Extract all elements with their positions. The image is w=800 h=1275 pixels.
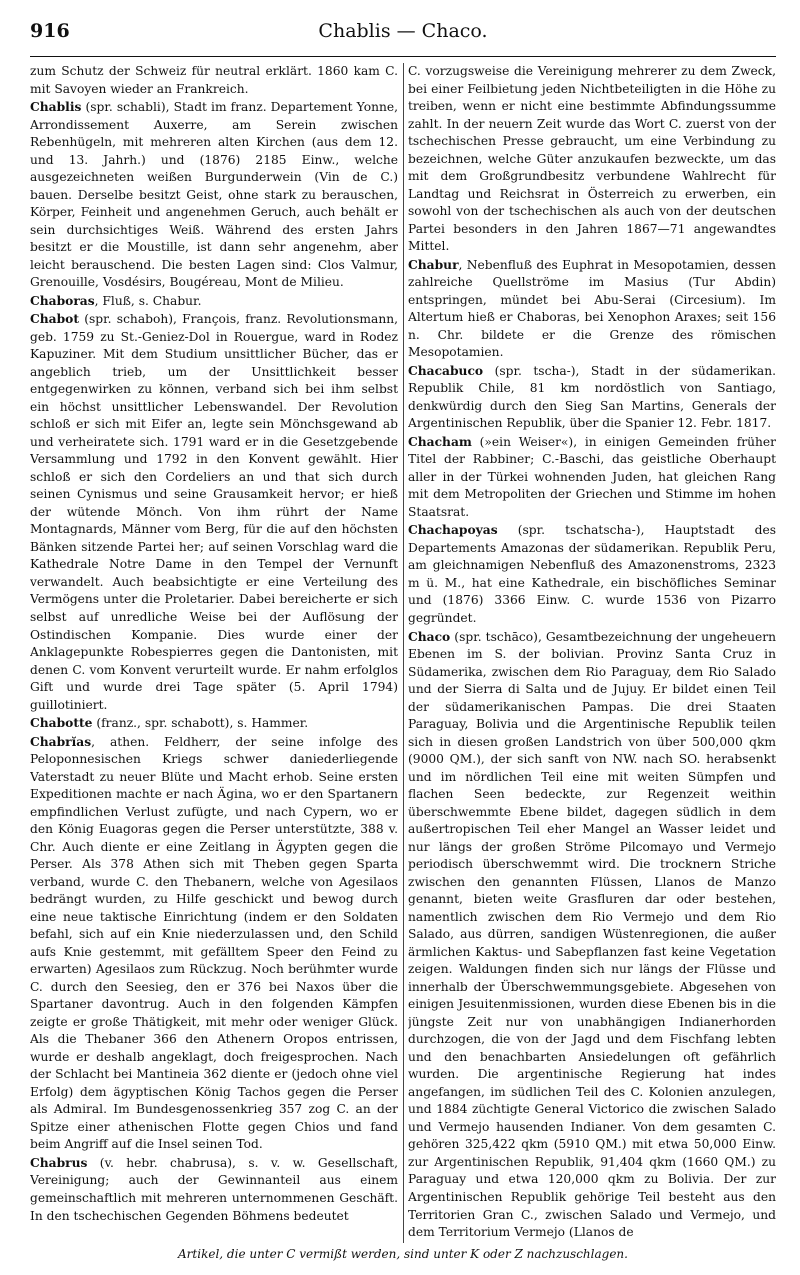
entry-headword: Chabur — [408, 256, 459, 272]
entry-paragraph — [408, 433, 776, 522]
entry-headword: Chacabuco — [408, 362, 484, 378]
entry-text: (v. hebr. chabrusa), s. v. w. Gesellschaft, Vereinigung; auch der Gewinnanteil aus einem gemeinschaftlich mit mehreren unternommenen Geschäft. In den tschechischen Gegenden Böhmens bedeutet — [30, 1155, 398, 1223]
entry-text: , Nebenfluß des Euphrat in Mesopotamien, dessen zahlreiche Quellströme im Masius (Tur Abdin) entspringen, mündet bei Abu-Serai (Circesium). Im Altertum hieß er Chaboras, bei Xenophon Araxes; seit 156 n. Chr. bildete er die Grenze des römischen Mesopotamien. — [408, 257, 776, 360]
entry-paragraph — [408, 362, 776, 433]
entry-paragraph — [30, 63, 398, 98]
entry-headword: Chaboras — [30, 292, 95, 308]
entry-headword: Chabrus — [30, 1154, 88, 1170]
entry-text: (»ein Weiser«), in einigen Gemeinden früher Titel der Rabbiner; C.-Baschi, das geistliche Oberhaupt aller in der Türkei wohnenden Juden, hat gleichen Rang mit dem Metropoliten der Griechen und Stimme im hohen Staatsrat. — [408, 434, 776, 519]
entry-paragraph — [408, 521, 776, 627]
entry-headword: Chablis — [30, 99, 82, 115]
right-column — [408, 63, 776, 1241]
entry-text: zum Schutz der Schweiz für neutral erklärt. 1860 kam C. mit Savoyen wieder an Frankreich. — [30, 64, 398, 96]
entry-text: (spr. tschāco), Gesamtbezeichnung der ungeheuern Ebenen im S. der bolivian. Provinz Santa Cruz in Südamerika, zwischen dem Rio Paraguay, dem Rio Salado und der Sierra di Salta und de Jujuy. Er bildet einen Teil der südamerikanischen Pampas. Die drei Staaten Paraguay, Bolivia und die Argentinische Republik teilen sich in diesen großen Landstrich von über 500,000 qkm (9000 QM.), der sich sanft von NW. nach SO. herabsenkt und im nördlichen Teil eine mit weiten Sümpfen und flachen Seen bedeckte, zur Regenzeit weithin überschwemmte Ebene bildet, dagegen südlich in dem außertropischen Teil eher Mangel an Wasser leidet und nur längs der großen Ströme Pilcomayo und Vermejo periodisch überschwemmt wird. Die trocknern Striche zwischen den genannten Flüssen, Llanos de Manzo genannt, bieten weite Grasfluren dar oder bestehen, namentlich zwischen dem Rio Vermejo und dem Rio Salado, aus dürren, sandigen Wüstenregionen, die außer ärmlichen Kaktus- und Sabepflanzen fast keine Vegetation zeigen. Waldungen finden sich nur längs der Flüsse und innerhalb der Überschwemmungsgebiete. Abgesehen von einigen Jesuitenmissionen, wurden diese Ebenen bis in die jüngste Zeit nur von unabhängigen Indianerhorden durchzogen, die von der Jagd und dem Fischfang lebten und den benachbarten Ansiedelungen oft gefährlich wurden. Die argentinische Regierung hat indes angefangen, im südlichen Teil des C. Kolonien anzulegen, und 1884 züchtigte General Victorico die zwischen Salado und Vermejo hausenden Indianer. Von dem gesamten C. gehören 325,422 qkm (5910 QM.) mit etwa 50,000 Einw. zur Argentinischen Republik, 91,404 qkm (1660 QM.) zu Paraguay und etwa 120,000 qkm zu Bolivia. Der zur Argentinischen Republik gehörige Teil besteht aus den Territorien Gran C., zwischen Salado und Vermejo, und dem Territorium Vermejo (Llanos de — [408, 629, 776, 1240]
entry-headword: Chabot — [30, 311, 79, 327]
entry-headword: Chabrĭas — [30, 733, 92, 749]
entry-text: (spr. tschatscha-), Hauptstadt des Departements Amazonas der südamerikan. Republik Peru, am gleichnamigen Nebenfluß des Amazonenstroms, 2323 m ü. M., hat eine Kathedrale, ein bischöfliches Seminar und (1876) 3366 Einw. C. wurde 1536 von Pizarro gegründet. — [408, 523, 776, 625]
entry-paragraph — [408, 628, 776, 1242]
entry-text: (spr. schabli), Stadt im franz. Departement Yonne, Arrondissement Auxerre, am Serein zwischen Rebenhügeln, mit mehreren alten Kirchen (aus dem 12. und 13. Jahrh.) und (1876) 2185 Einw., welche ausgezeichneten weißen Burgunderwein (Vin de C.) bauen. Derselbe besitzt Geist, ohne stark zu berauschen, Körper, Feinheit und angenehmen Geruch, auch behält er sein durchsichtiges Weiß. Während des ersten Jahrs besitzt er die Moustille, ist dann sehr angenehm, aber leicht berauschend. Die besten Lagen sind: Clos Valmur, Grenouille, Vosdésirs, Bougéreau, Mont de Milieu. — [30, 100, 398, 290]
page-header — [30, 18, 776, 48]
page-number: 916 — [30, 20, 70, 42]
entry-paragraph — [30, 733, 398, 1154]
column-divider — [403, 63, 404, 1243]
entry-paragraph — [408, 256, 776, 362]
entry-text: (franz., spr. schabott), s. Hammer. — [92, 716, 309, 731]
header-rule — [30, 56, 776, 57]
entry-paragraph — [30, 714, 398, 733]
entry-headword: Chabotte — [30, 715, 93, 731]
left-column — [30, 63, 398, 1241]
entry-headword: Chacham — [408, 433, 472, 449]
entry-text: (spr. tscha-), Stadt in der südamerikan. Republik Chile, 81 km nordöstlich von Santiago, denkwürdig durch den Sieg San Martins, Generals der Argentinischen Republik, über die Spanier 12. Febr. 1817. — [408, 363, 776, 431]
entry-paragraph — [30, 98, 398, 292]
entry-headword: Chaco — [408, 628, 451, 644]
entry-paragraph — [30, 1154, 398, 1225]
entry-text: (spr. schaboh), François, franz. Revolutionsmann, geb. 1759 zu St.-Geniez-Dol in Rouergue, ward in Rodez Kapuziner. Mit dem Studium unsittlicher Bücher, das er angeblich trieb, um der Unsittlichkeit besser entgegenwirken zu können, verband sich bei ihm selbst ein höchst unsittlicher Lebenswandel. Der Revolution schloß er sich mit Eifer an, legte sein Mönchsgewand ab und verheiratete sich. 1791 ward er in die Gesetzgebende Versammlung und 1792 in den Konvent gewählt. Hier schloß er sich den Cordeliers an und that sich durch seinen Cynismus und seine Grausamkeit hervor; er hieß der wütende Mönch. Von ihm rührt der Name Montagnards, Männer vom Berg, für die auf den höchsten Bänken sitzende Partei her; auf seinen Vorschlag ward die Kathedrale Notre Dame in den Tempel der Vernunft verwandelt. Auch beabsichtigte er eine Verteilung des Vermögens unter die Proletarier. Dabei bereicherte er sich selbst auf unredliche Weise bei der Auflösung der Ostindischen Kompanie. Dies wurde einer der Anklagepunkte Robespierres gegen die Dantonisten, mit denen C. vom Konvent verurteilt wurde. Er nahm erfolglos Gift und wurde drei Tage später (5. April 1794) guillotiniert. — [30, 312, 398, 712]
entry-headword: Chachapoyas — [408, 522, 498, 538]
entry-text: C. vorzugsweise die Vereinigung mehrerer zu dem Zweck, bei einer Feilbietung jeden Nichtbeteiligten in die Höhe zu treiben, wenn er nicht eine bestimmte Abfindungssumme zahlt. In der neuern Zeit wurde das Wort C. zuerst von der tschechischen Presse gebraucht, um eine Verbindung zu bezeichnen, welche Güter anzukaufen bezweckte, um das mit dem Großgrundbesitz verbundene Wahlrecht für Landtag und Reichsrat in Österreich zu erwerben, ein sowohl von der tschechischen als auch von der deutschen Partei besonders in den Jahren 1867—71 angewandtes Mittel. — [408, 64, 776, 254]
entry-text: , athen. Feldherr, der seine infolge des Peloponnesischen Kriegs schwer daniederliegende Vaterstadt zu neuer Blüte und Macht erhob. Seine ersten Expeditionen machte er nach Ägina, wo er den Spartanern empfindlichen Verlust zufügte, und nach Cypern, wo er den König Euagoras gegen die Perser unterstützte, 388 v. Chr. Auch diente er eine Zeitlang in Ägypten gegen die Perser. Als 378 Athen sich mit Theben gegen Sparta verband, wurde C. den Thebanern, welche von Agesilaos bedrängt wurden, zu Hilfe geschickt und bewog durch eine neue taktische Einrichtung (indem er den Soldaten befahl, sich auf ein Knie niederzulassen und, den Schild aufs Knie gestemmt, mit gefälltem Speer den Feind zu erwarten) Agesilaos zum Rückzug. Noch berühmter wurde C. durch den Seesieg, den er 376 bei Naxos über die Spartaner davontrug. Auch in den folgenden Kämpfen zeigte er große Thätigkeit, mit mehr oder weniger Glück. Als die Thebaner 366 den Athenern Oropos entrissen, wurde er deshalb angeklagt, doch freigesprochen. Nach der Schlacht bei Mantineia 362 diente er (jedoch ohne viel Erfolg) dem ägyptischen König Tachos gegen die Perser als Admiral. Im Bundesgenossenkrieg 357 zog C. an der Spitze einer athenischen Flotte gegen Chios und fand beim Angriff auf die Insel seinen Tod. — [30, 734, 398, 1152]
entry-paragraph — [30, 310, 398, 714]
entry-paragraph — [408, 63, 776, 256]
running-title: Chablis — Chaco. — [318, 20, 488, 42]
page-footer: Artikel, die unter C vermißt werden, sind unter K oder Z nachzuschlagen. — [178, 1247, 628, 1261]
entry-text: , Fluß, s. Chabur. — [94, 293, 202, 308]
entry-paragraph — [30, 292, 398, 311]
